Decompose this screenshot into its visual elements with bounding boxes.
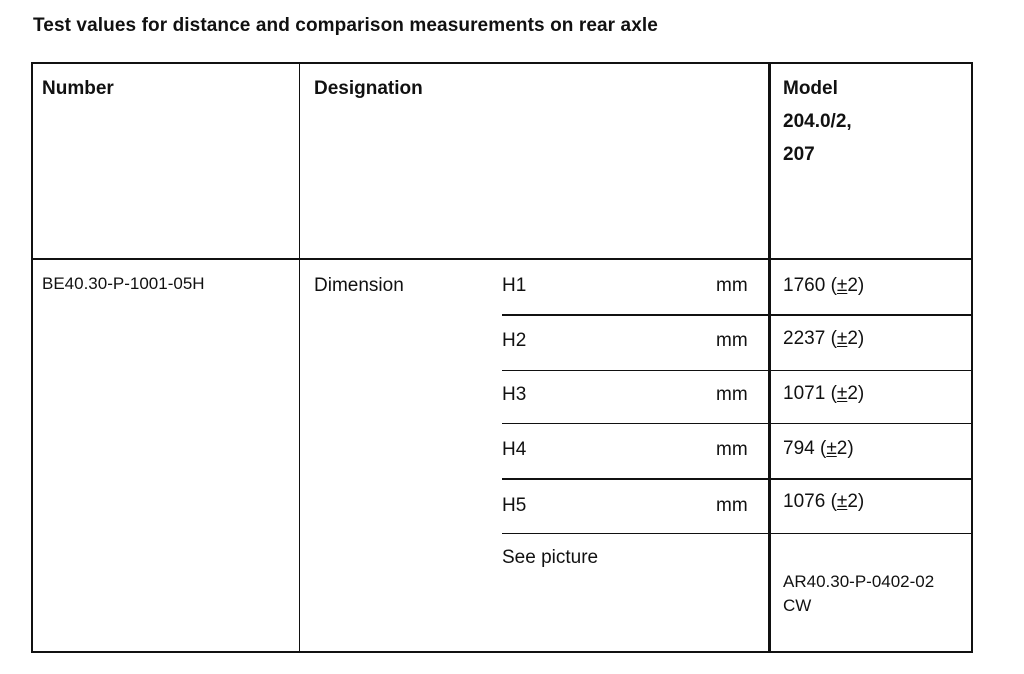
row-label: H3 [502,384,527,405]
value-open-paren: ( [819,438,827,459]
value-open-paren: ( [830,275,837,296]
table-border-bottom [31,651,973,653]
row-divider [502,533,973,534]
row-label: H4 [502,439,527,460]
designation-dimension: Dimension [314,275,404,296]
header-model-variant: 204.0/2, [783,111,852,132]
row-value [783,491,864,513]
row-value [783,438,854,460]
plus-minus-icon: ± [836,328,848,349]
row-unit: mm [716,495,748,516]
plus-minus-icon: ± [836,383,848,404]
row-divider [502,370,973,371]
header-number: Number [42,78,114,99]
picture-reference: AR40.30-P-0402-02 [783,572,935,591]
row-unit: mm [716,330,748,351]
table-border-left [31,62,33,653]
plus-minus-icon: ± [836,275,848,296]
plus-minus-icon: ± [836,491,848,512]
column-divider-model [768,62,771,653]
row-unit: mm [716,384,748,405]
row-unit: mm [716,439,748,460]
header-model: Model [783,78,838,99]
document-number: BE40.30-P-1001-05H [42,274,205,293]
value-tolerance: 2) [836,438,854,459]
page-title: Test values for distance and comparison measurements on rear axle [33,15,658,36]
value-number: 2237 [783,328,826,349]
row-value [783,328,864,350]
value-open-paren: ( [830,328,837,349]
header-designation: Designation [314,78,423,99]
column-divider-number [299,62,300,653]
value-number: 1760 [783,275,826,296]
value-number: 1076 [783,491,826,512]
row-label: H2 [502,330,527,351]
value-tolerance: 2) [847,491,865,512]
plus-minus-icon: ± [826,438,837,459]
value-number: 794 [783,438,815,459]
see-picture-label: See picture [502,547,599,568]
row-divider [502,478,973,480]
row-value [783,275,864,297]
table-border-top [31,62,973,64]
value-open-paren: ( [830,383,837,404]
value-open-paren: ( [830,491,837,512]
header-model-variant: 207 [783,144,815,165]
table-border-right [971,62,973,653]
row-unit: mm [716,275,748,296]
value-number: 1071 [783,383,826,404]
row-label: H1 [502,275,527,296]
row-divider [502,314,973,316]
row-label: H5 [502,495,527,516]
header-divider [31,258,973,260]
picture-reference: CW [783,596,812,615]
row-value [783,383,864,405]
value-tolerance: 2) [847,383,865,404]
row-divider [502,423,973,424]
value-tolerance: 2) [847,275,865,296]
value-tolerance: 2) [847,328,865,349]
